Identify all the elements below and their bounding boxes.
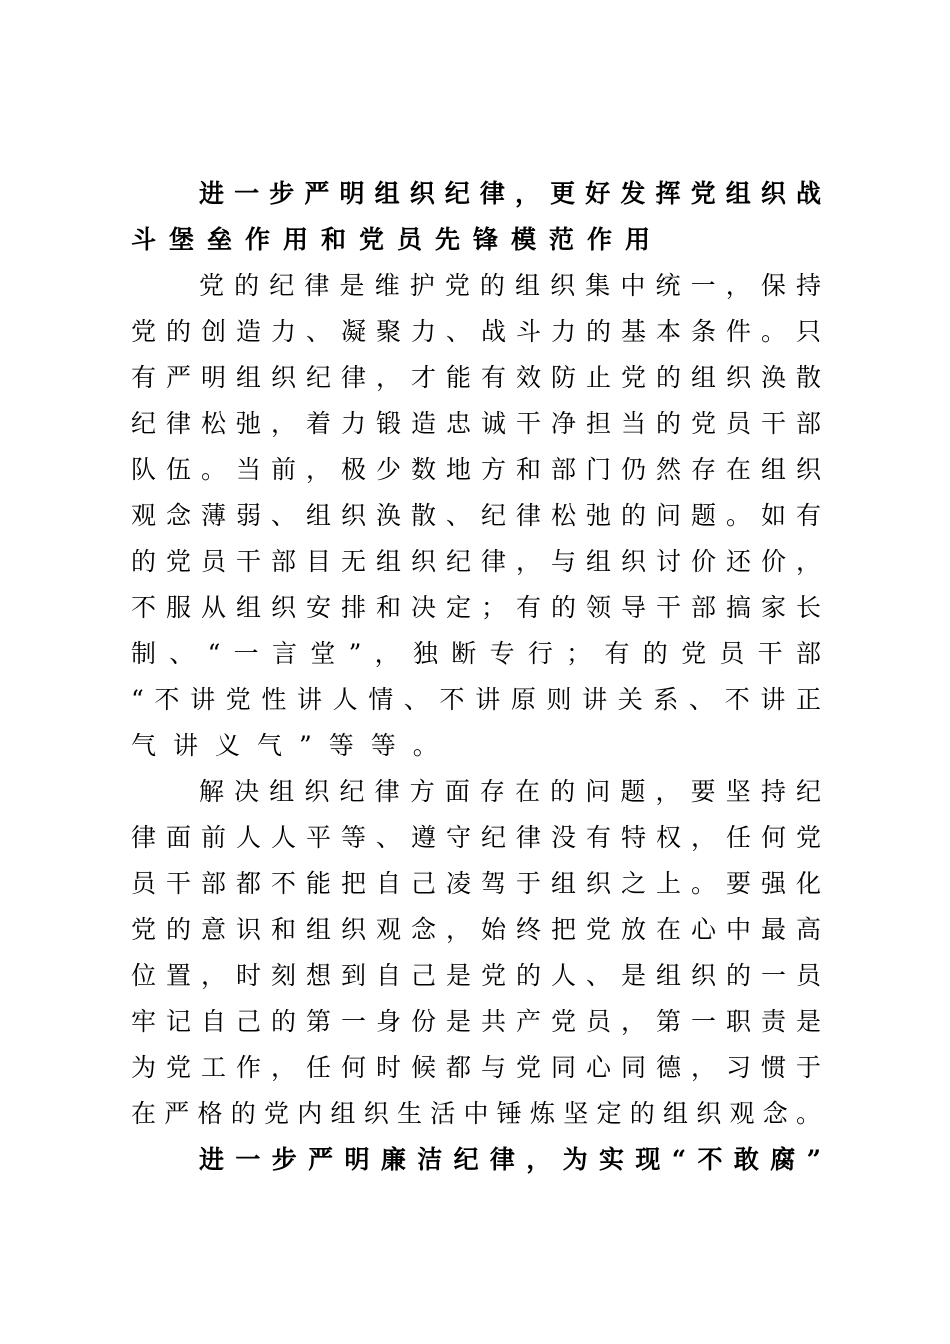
paragraph-1-line-10: “不讲党性讲人情、不讲原则讲关系、不讲正 [131,685,821,714]
paragraph-2-line-3: 员干部都不能把自己凌驾于组织之上。要强化 [131,869,821,898]
paragraph-1-line-8: 不服从组织安排和决定；有的领导干部搞家长 [131,593,821,622]
paragraph-1-line-4: 纪律松弛，着力锻造忠诚干净担当的党员干部 [131,409,821,438]
paragraph-2-line-5: 位置，时刻想到自己是党的人、是组织的一员 [131,961,821,990]
paragraph-2-line-6: 牢记自己的第一身份是共产党员，第一职责是 [131,1007,821,1036]
paragraph-1-line-3: 有严明组织纪律，才能有效防止党的组织涣散 [131,363,821,392]
heading-2-line-1: 进一步严明廉洁纪律，为实现“不敢腐” [199,1145,821,1174]
paragraph-2-line-7: 为党工作，任何时候都与党同心同德，习惯于 [131,1053,821,1082]
paragraph-1-line-1: 党的纪律是维护党的组织集中统一，保持 [199,271,821,300]
paragraph-2-line-2: 律面前人人平等、遵守纪律没有特权，任何党 [131,823,821,852]
paragraph-2-line-8: 在严格的党内组织生活中锤炼坚定的组织观念。 [131,1099,821,1128]
paragraph-1-line-9: 制、“一言堂”，独断专行；有的党员干部 [131,639,821,668]
paragraph-1-line-6: 观念薄弱、组织涣散、纪律松弛的问题。如有 [131,501,821,530]
heading-1-line-1: 进一步严明组织纪律，更好发挥党组织战 [199,179,821,208]
paragraph-2-line-1: 解决组织纪律方面存在的问题，要坚持纪 [199,777,821,806]
paragraph-2-line-4: 党的意识和组织观念，始终把党放在心中最高 [131,915,821,944]
paragraph-1-line-11: 气讲义气”等等。 [131,731,455,760]
paragraph-1-line-2: 党的创造力、凝聚力、战斗力的基本条件。只 [131,317,821,346]
heading-1-line-2: 斗堡垒作用和党员先锋模范作用 [131,225,664,254]
paragraph-1-line-7: 的党员干部目无组织纪律，与组织讨价还价， [131,547,821,576]
paragraph-1-line-5: 队伍。当前，极少数地方和部门仍然存在组织 [131,455,821,484]
